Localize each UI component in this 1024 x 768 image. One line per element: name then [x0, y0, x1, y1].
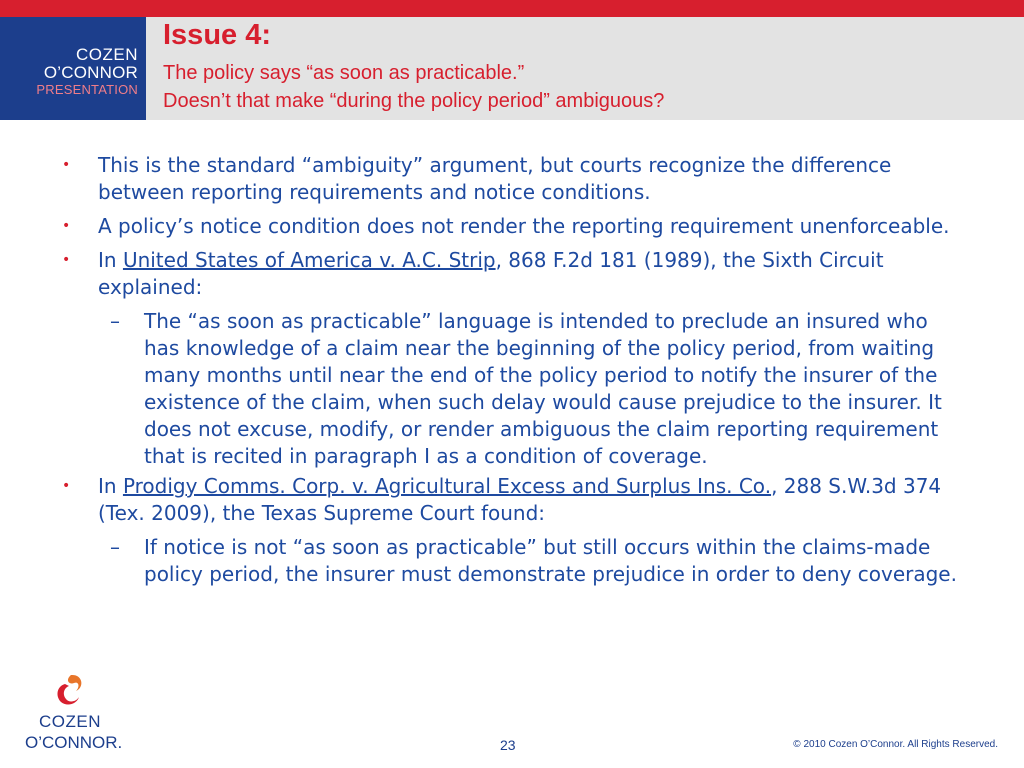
logo-text-cozen: COZEN: [76, 45, 138, 64]
bullet-marker: •: [62, 218, 71, 234]
dash-marker: –: [110, 535, 120, 559]
bullet-text-suffix: , 868 F.2d 181 (1989), the Sixth Circuit explained:: [98, 248, 884, 299]
cozen-flame-icon: [25, 672, 120, 712]
slide-subtitle-line2: Doesn’t that make “during the policy period” ambiguous?: [163, 90, 665, 112]
logo-text-oconnor: O’CONNOR: [43, 63, 138, 82]
copyright-notice: © 2010 Cozen O’Connor. All Rights Reserved.: [793, 739, 998, 750]
bullet-item: [58, 213, 968, 240]
bullet-item: [58, 152, 968, 206]
bullet-item: [58, 473, 968, 527]
sub-bullet-text: The “as soon as practicable” language is intended to preclude an insured who has knowledge of a claim near the beginning of the policy period, from waiting many months until near the end of the policy period to notify the insurer of the existence of the claim, when such delay would cause prejudice to the insurer. It does not excuse, modify, or render ambiguous the claim reporting requirement that is recited in paragraph I as a condition of coverage.: [144, 309, 942, 468]
slide-content: [58, 152, 968, 591]
bullet-text-suffix: , 288 S.W.3d 374 (Tex. 2009), the Texas Supreme Court found:: [98, 474, 942, 525]
top-red-stripe: [0, 0, 1024, 17]
sub-bullet-item: [58, 534, 968, 588]
sub-bullet-text: If notice is not “as soon as practicable” but still occurs within the claims-made policy period, the insurer must demonstrate prejudice in order to deny coverage.: [144, 535, 957, 586]
footer-logo: [25, 672, 123, 757]
bullet-marker: •: [62, 478, 71, 494]
bullet-text-prefix: In: [98, 248, 123, 272]
bullet-text: This is the standard “ambiguity” argument, but courts recognize the difference between reporting requirements and notice conditions.: [98, 153, 892, 204]
case-name-prodigy: Prodigy Comms. Corp. v. Agricultural Excess and Surplus Ins. Co.: [122, 474, 772, 498]
bullet-text-prefix: In: [98, 474, 123, 498]
header-logo: [0, 17, 146, 120]
bullet-marker: •: [62, 157, 71, 173]
sub-bullet-item: [58, 308, 968, 470]
footer-logo-text-oconnor: O’CONNOR.: [25, 733, 123, 752]
page-number: 23: [500, 737, 516, 753]
footer-logo-text-cozen: COZEN: [39, 712, 101, 731]
bullet-marker: •: [62, 252, 71, 268]
slide-subtitle-line1: The policy says “as soon as practicable.”: [163, 62, 525, 84]
slide-title: Issue 4:: [163, 19, 271, 51]
bullet-text: A policy’s notice condition does not render the reporting requirement unenforceable.: [98, 214, 950, 238]
logo-text-presentation: PRESENTATION: [36, 82, 138, 97]
case-name-strip: United States of America v. A.C. Strip: [122, 248, 496, 272]
dash-marker: –: [110, 309, 120, 333]
bullet-item: [58, 247, 968, 301]
